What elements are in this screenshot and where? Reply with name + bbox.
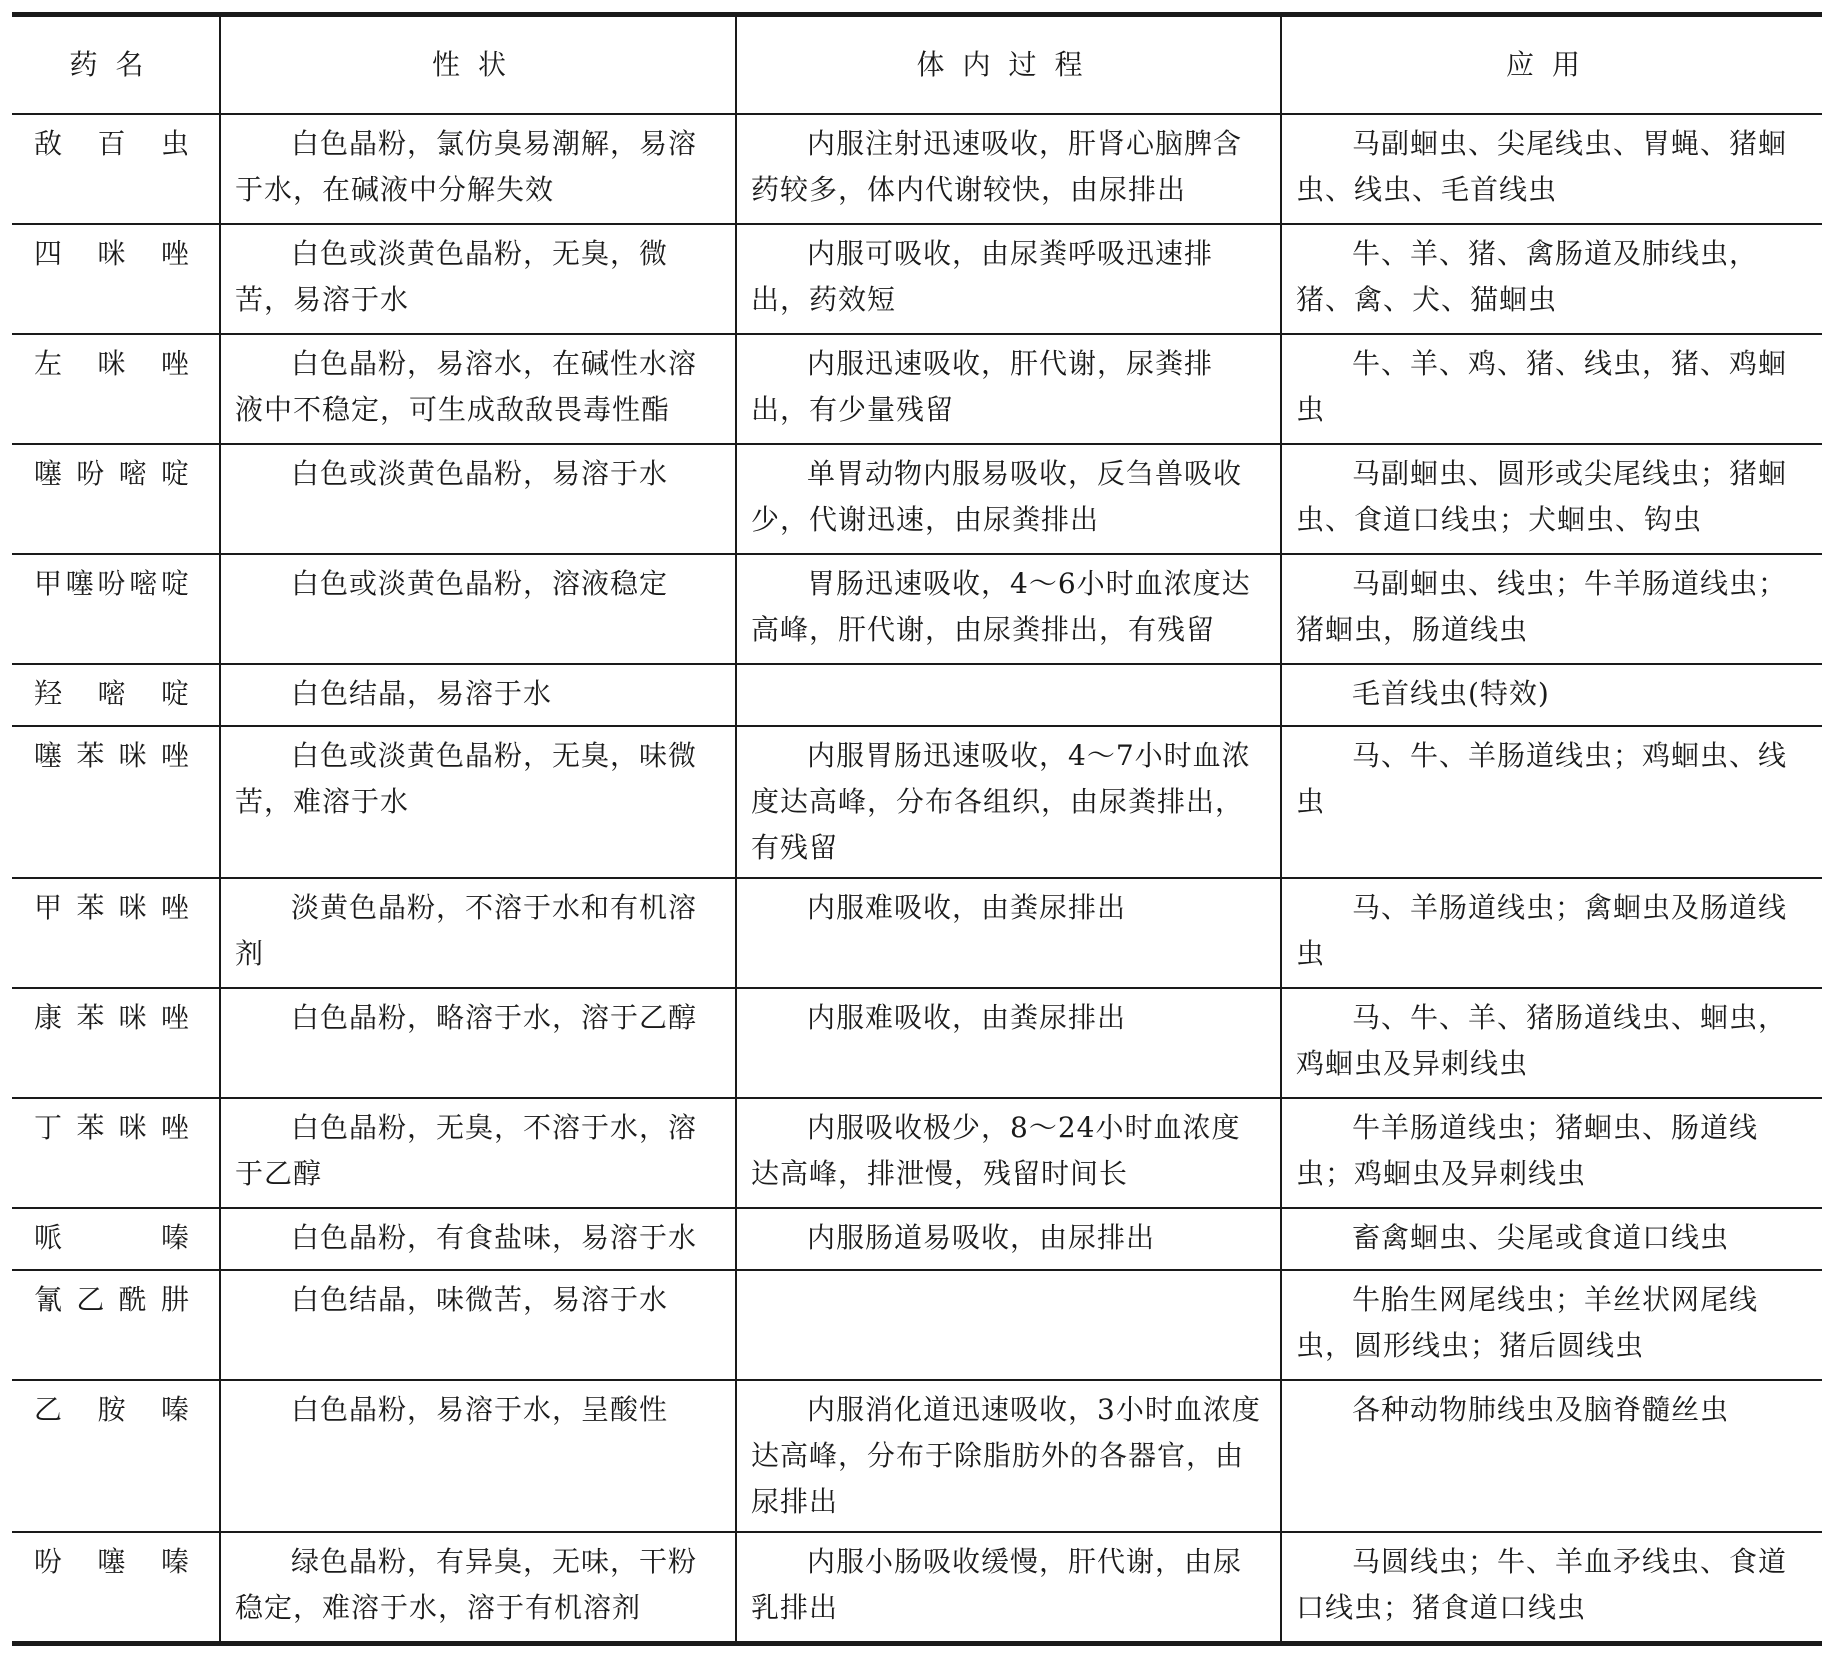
table-row xyxy=(12,334,1822,444)
table-row xyxy=(12,1208,1822,1270)
drug-properties: 白色结晶，味微苦，易溶于水 xyxy=(220,1270,736,1380)
table-row xyxy=(12,1532,1822,1644)
drug-process: 内服小肠吸收缓慢，肝代谢，由尿乳排出 xyxy=(736,1532,1281,1644)
anthelmintic-drug-table xyxy=(12,12,1822,1646)
table-row xyxy=(12,444,1822,554)
drug-application: 各种动物肺线虫及脑脊髓丝虫 xyxy=(1281,1380,1822,1532)
drug-properties: 绿色晶粉，有异臭，无味，干粉稳定，难溶于水，溶于有机溶剂 xyxy=(220,1532,736,1644)
drug-process: 内服迅速吸收，肝代谢，尿粪排出，有少量残留 xyxy=(736,334,1281,444)
drug-name: 丁苯咪唑 xyxy=(12,1098,220,1208)
drug-process xyxy=(736,1270,1281,1380)
table-row xyxy=(12,1098,1822,1208)
drug-application: 牛胎生网尾线虫；羊丝状网尾线虫，圆形线虫；猪后圆线虫 xyxy=(1281,1270,1822,1380)
drug-application: 毛首线虫(特效) xyxy=(1281,664,1822,726)
drug-process: 单胃动物内服易吸收，反刍兽吸收少，代谢迅速，由尿粪排出 xyxy=(736,444,1281,554)
drug-process: 内服难吸收，由粪尿排出 xyxy=(736,878,1281,988)
drug-properties: 白色结晶，易溶于水 xyxy=(220,664,736,726)
drug-properties: 白色晶粉，氯仿臭易潮解，易溶于水，在碱液中分解失效 xyxy=(220,114,736,224)
drug-process: 胃肠迅速吸收，4～6小时血浓度达高峰，肝代谢，由尿粪排出，有残留 xyxy=(736,554,1281,664)
table-row xyxy=(12,224,1822,334)
drug-name: 氰乙酰肼 xyxy=(12,1270,220,1380)
drug-application: 马、羊肠道线虫；禽蛔虫及肠道线虫 xyxy=(1281,878,1822,988)
drug-name: 左咪唑 xyxy=(12,334,220,444)
table-row xyxy=(12,1380,1822,1532)
drug-process: 内服胃肠迅速吸收，4～7小时血浓度达高峰，分布各组织，由尿粪排出，有残留 xyxy=(736,726,1281,878)
drug-process: 内服吸收极少，8～24小时血浓度达高峰，排泄慢，残留时间长 xyxy=(736,1098,1281,1208)
header-name: 药名 xyxy=(12,15,220,115)
header-properties: 性状 xyxy=(220,15,736,115)
drug-properties: 白色或淡黄色晶粉，无臭，微苦，易溶于水 xyxy=(220,224,736,334)
drug-name: 甲苯咪唑 xyxy=(12,878,220,988)
table-row xyxy=(12,878,1822,988)
drug-application: 畜禽蛔虫、尖尾或食道口线虫 xyxy=(1281,1208,1822,1270)
drug-application: 牛、羊、猪、禽肠道及肺线虫，猪、禽、犬、猫蛔虫 xyxy=(1281,224,1822,334)
table-row xyxy=(12,726,1822,878)
table-row xyxy=(12,1270,1822,1380)
drug-application: 马副蛔虫、圆形或尖尾线虫；猪蛔虫、食道口线虫；犬蛔虫、钩虫 xyxy=(1281,444,1822,554)
drug-application: 牛羊肠道线虫；猪蛔虫、肠道线虫；鸡蛔虫及异刺线虫 xyxy=(1281,1098,1822,1208)
drug-process: 内服肠道易吸收，由尿排出 xyxy=(736,1208,1281,1270)
drug-name: 康苯咪唑 xyxy=(12,988,220,1098)
table-row xyxy=(12,988,1822,1098)
drug-properties: 白色晶粉，有食盐味，易溶于水 xyxy=(220,1208,736,1270)
drug-process: 内服难吸收，由粪尿排出 xyxy=(736,988,1281,1098)
drug-application: 马、牛、羊、猪肠道线虫、蛔虫，鸡蛔虫及异刺线虫 xyxy=(1281,988,1822,1098)
drug-properties: 白色晶粉，易溶水，在碱性水溶液中不稳定，可生成敌敌畏毒性酯 xyxy=(220,334,736,444)
drug-application: 马副蛔虫、线虫；牛羊肠道线虫；猪蛔虫，肠道线虫 xyxy=(1281,554,1822,664)
drug-name: 敌百虫 xyxy=(12,114,220,224)
table-row xyxy=(12,664,1822,726)
drug-application: 马圆线虫；牛、羊血矛线虫、食道口线虫；猪食道口线虫 xyxy=(1281,1532,1822,1644)
drug-properties: 白色或淡黄色晶粉，无臭，味微苦，难溶于水 xyxy=(220,726,736,878)
drug-application: 马副蛔虫、尖尾线虫、胃蝇、猪蛔虫、线虫、毛首线虫 xyxy=(1281,114,1822,224)
drug-properties: 白色晶粉，略溶于水，溶于乙醇 xyxy=(220,988,736,1098)
table-row xyxy=(12,114,1822,224)
table-row xyxy=(12,554,1822,664)
drug-name: 噻吩嘧啶 xyxy=(12,444,220,554)
header-application: 应用 xyxy=(1281,15,1822,115)
drug-properties: 淡黄色晶粉，不溶于水和有机溶剂 xyxy=(220,878,736,988)
drug-properties: 白色或淡黄色晶粉，溶液稳定 xyxy=(220,554,736,664)
drug-process xyxy=(736,664,1281,726)
drug-name: 四咪唑 xyxy=(12,224,220,334)
drug-application: 牛、羊、鸡、猪、线虫，猪、鸡蛔虫 xyxy=(1281,334,1822,444)
drug-name: 羟嘧啶 xyxy=(12,664,220,726)
drug-name: 哌嗪 xyxy=(12,1208,220,1270)
drug-name: 噻苯咪唑 xyxy=(12,726,220,878)
header-process: 体内过程 xyxy=(736,15,1281,115)
drug-process: 内服消化道迅速吸收，3小时血浓度达高峰，分布于除脂肪外的各器官，由尿排出 xyxy=(736,1380,1281,1532)
drug-properties: 白色晶粉，易溶于水，呈酸性 xyxy=(220,1380,736,1532)
drug-properties: 白色晶粉，无臭，不溶于水，溶于乙醇 xyxy=(220,1098,736,1208)
drug-name: 吩噻嗪 xyxy=(12,1532,220,1644)
drug-application: 马、牛、羊肠道线虫；鸡蛔虫、线虫 xyxy=(1281,726,1822,878)
header-row xyxy=(12,15,1822,115)
drug-properties: 白色或淡黄色晶粉，易溶于水 xyxy=(220,444,736,554)
drug-process: 内服注射迅速吸收，肝肾心脑脾含药较多，体内代谢较快，由尿排出 xyxy=(736,114,1281,224)
drug-process: 内服可吸收，由尿粪呼吸迅速排出，药效短 xyxy=(736,224,1281,334)
drug-name: 乙胺嗪 xyxy=(12,1380,220,1532)
drug-name: 甲噻吩嘧啶 xyxy=(12,554,220,664)
